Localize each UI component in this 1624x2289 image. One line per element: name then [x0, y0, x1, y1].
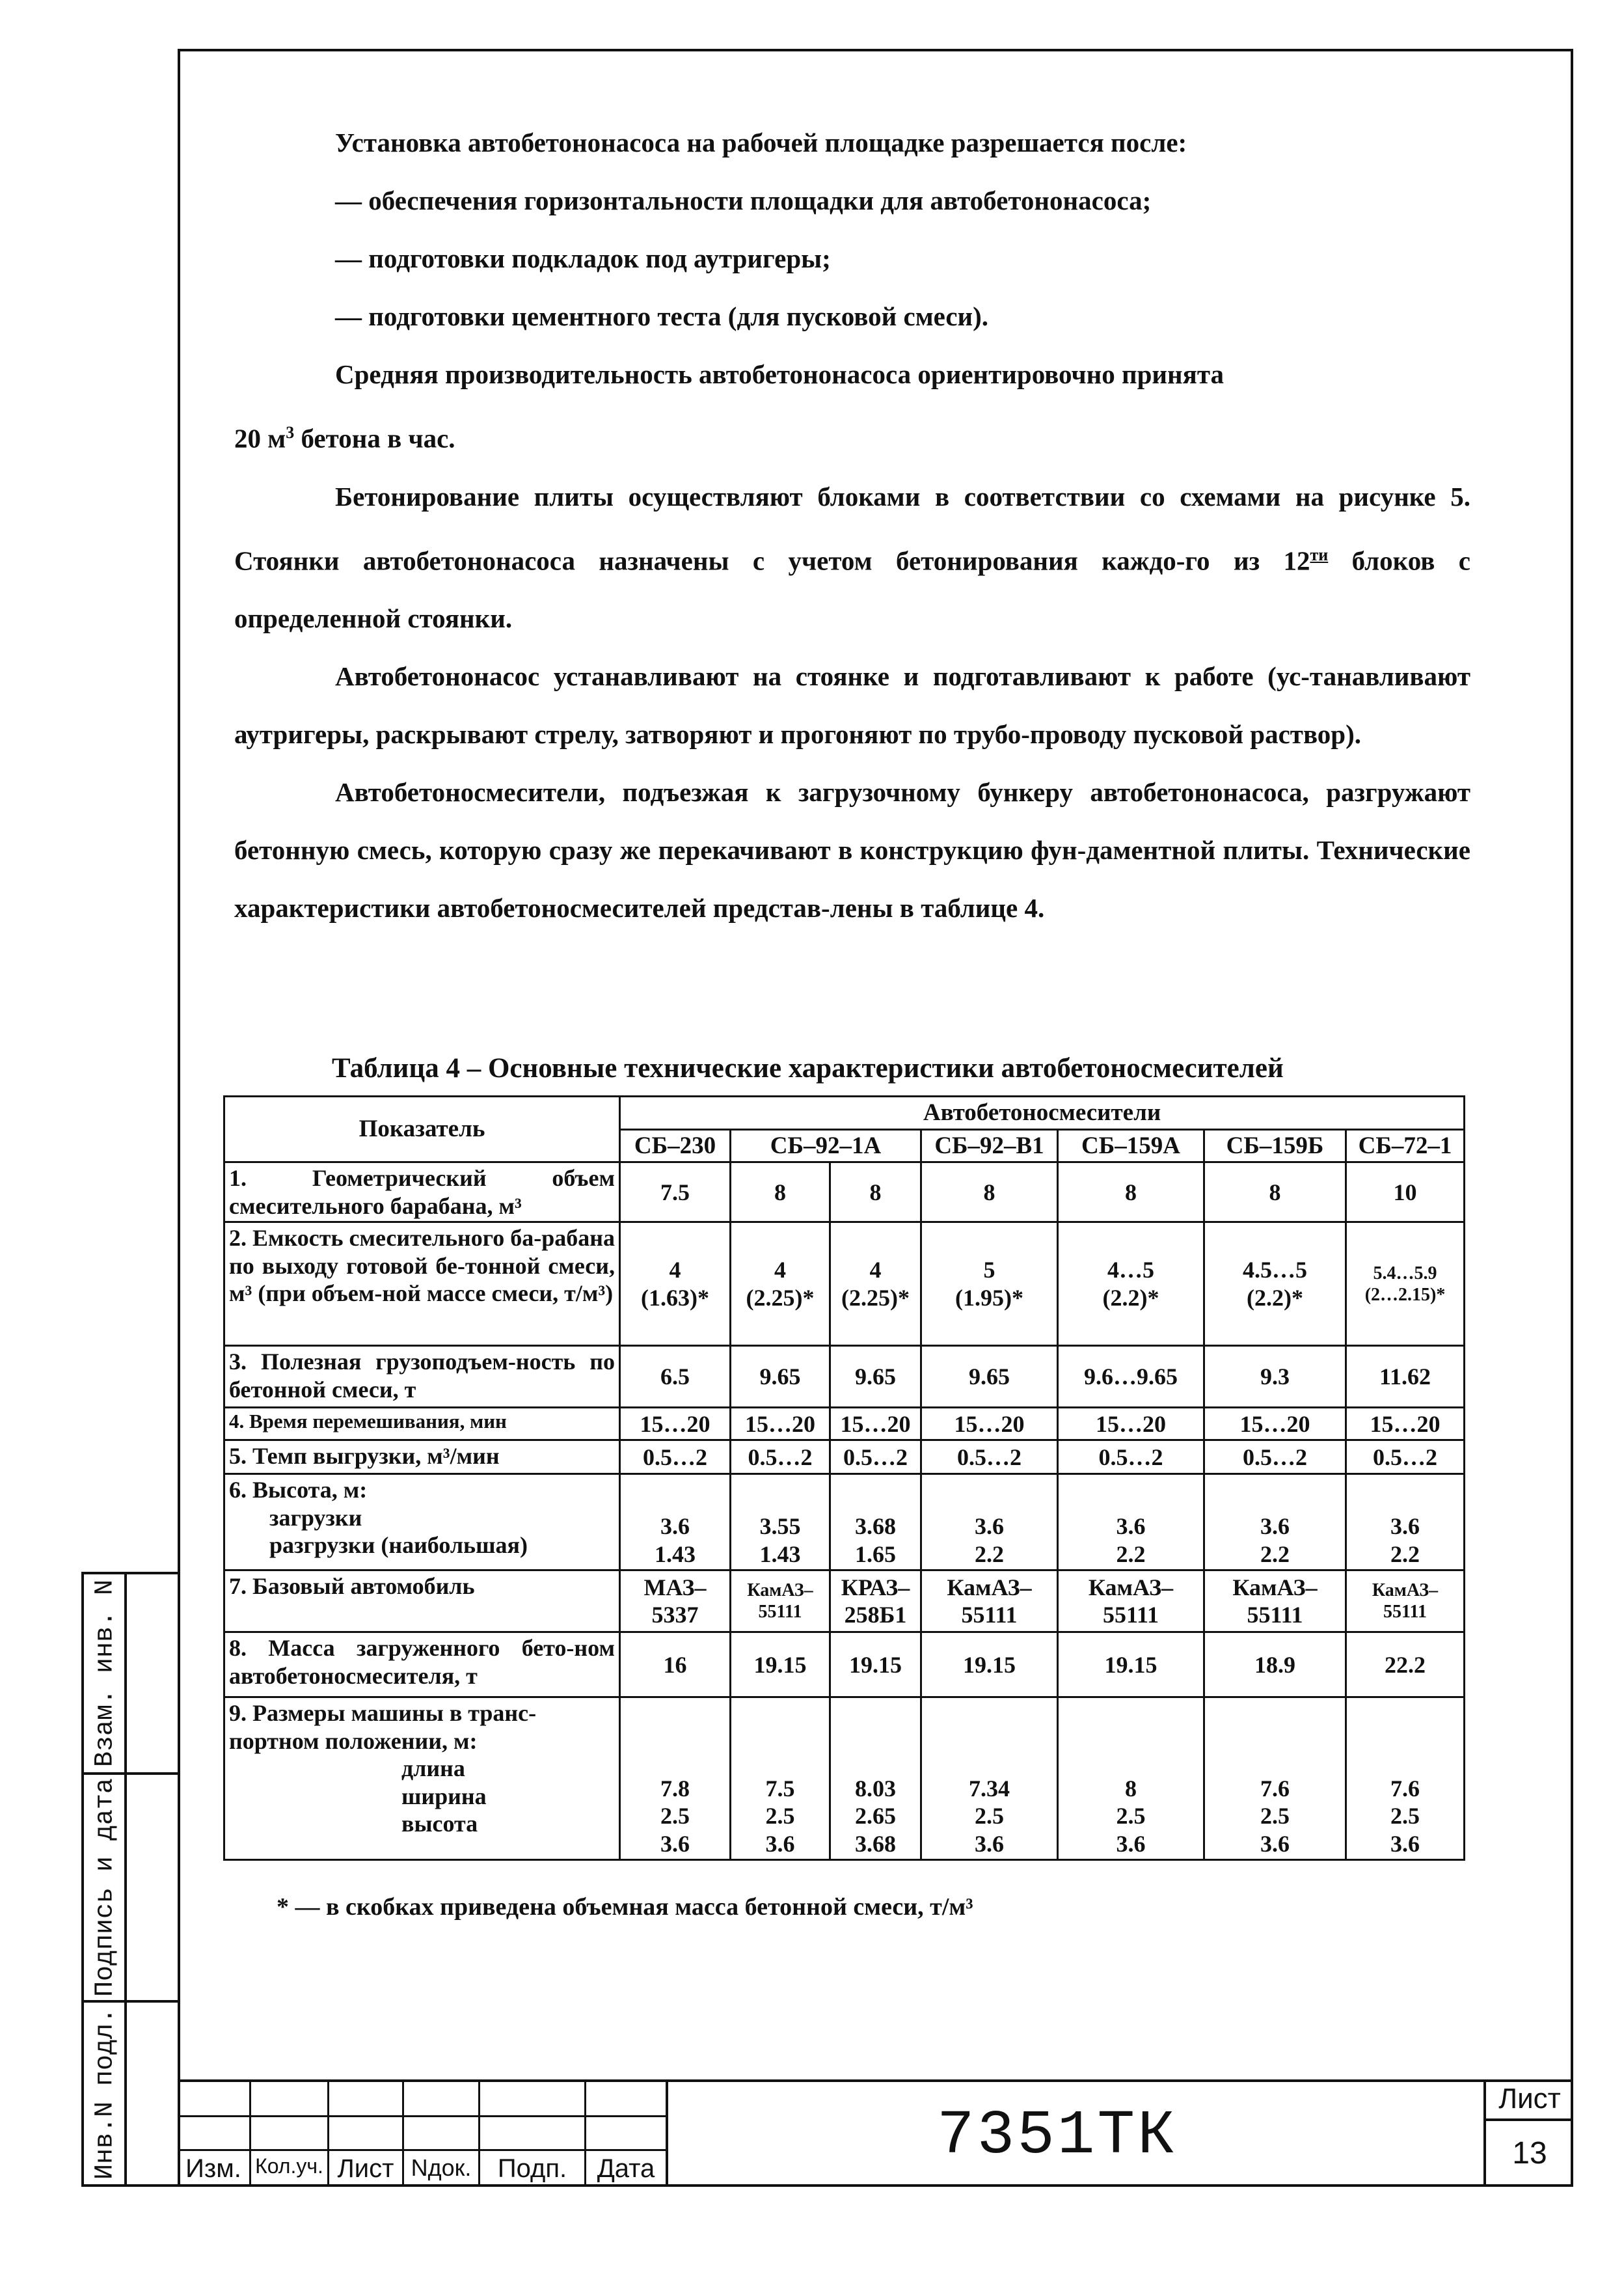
- cell: 19.15: [1058, 1632, 1204, 1697]
- row-label: 8. Масса загруженного бето-ном автобетоносмесителя, т: [224, 1632, 620, 1697]
- table-row: [224, 1570, 1465, 1632]
- body-text: [234, 114, 1470, 937]
- cell: КамАЗ– 55111: [1346, 1570, 1465, 1632]
- cell: 7.6 2.5 3.6: [1346, 1697, 1465, 1860]
- row-label: 2. Емкость смесительного ба-рабана по выходу готовой бе-тонной смеси, м³ (при объем-ной массе смеси, т/м³): [224, 1222, 620, 1346]
- cell: 6.5: [620, 1346, 731, 1408]
- model-header: СБ–72–1: [1346, 1129, 1465, 1162]
- cell: 9.65: [830, 1346, 921, 1408]
- table-caption: Таблица 4 – Основные технические характеристики автобетоносмесителей: [332, 1053, 1284, 1084]
- row-label: 4. Время перемешивания, мин: [224, 1408, 620, 1440]
- header-param: Показатель: [224, 1097, 620, 1162]
- table-row: [224, 1162, 1465, 1222]
- cell: 0.5…2: [731, 1440, 830, 1474]
- document-code: 7351ТК: [937, 2100, 1178, 2171]
- cell: 10: [1346, 1162, 1465, 1222]
- title-block-divider: [666, 2079, 668, 2187]
- cell: 19.15: [921, 1632, 1058, 1697]
- title-block-border: [178, 2079, 1573, 2082]
- table-row: [224, 1222, 1465, 1346]
- list-item: — подготовки цементного теста (для пусковой смеси).: [335, 301, 989, 331]
- cell: 3.6 2.2: [1346, 1474, 1465, 1570]
- cell: 3.6 1.43: [620, 1474, 731, 1570]
- table-footnote: * — в скобках приведена объемная масса бетонной смеси, т/м³: [277, 1893, 973, 1921]
- list-item: — обеспечения горизонтальности площадки для автобетононасоса;: [335, 185, 1152, 215]
- cell: 5.4…5.9 (2…2.15)*: [1346, 1222, 1465, 1346]
- cell: 15…20: [921, 1408, 1058, 1440]
- tb-label-kol: Кол.уч.: [255, 2154, 323, 2178]
- sheet-number-box: [1483, 2079, 1573, 2187]
- cell: 19.15: [830, 1632, 921, 1697]
- cell: КамАЗ– 55111: [731, 1570, 830, 1632]
- stamp-label: Подпись и дата: [90, 1777, 120, 1997]
- cell: 3.68 1.65: [830, 1474, 921, 1570]
- cell: 7.5 2.5 3.6: [731, 1697, 830, 1860]
- cell: 15…20: [731, 1408, 830, 1440]
- cell: 7.5: [620, 1162, 731, 1222]
- cell: 9.3: [1204, 1346, 1346, 1408]
- cell: 18.9: [1204, 1632, 1346, 1697]
- cell: 15…20: [620, 1408, 731, 1440]
- model-header: СБ–230: [620, 1129, 731, 1162]
- cell: КамАЗ– 55111: [1204, 1570, 1346, 1632]
- table-row: [224, 1346, 1465, 1408]
- cell: 8: [1058, 1162, 1204, 1222]
- side-stamp: [81, 1572, 178, 2187]
- cell: 22.2: [1346, 1632, 1465, 1697]
- paragraph: 20 $м^3$ бетона в час.: [234, 423, 455, 454]
- table-row: [224, 1697, 1465, 1860]
- cell: 8 2.5 3.6: [1058, 1697, 1204, 1860]
- cell: 11.62: [1346, 1346, 1465, 1408]
- tb-label-list: Лист: [337, 2154, 394, 2183]
- cell: 4.5…5 (2.2)*: [1204, 1222, 1346, 1346]
- cell: 8: [731, 1162, 830, 1222]
- paragraph: Автобетоносмесители, подъезжая к загрузочному бункеру автобетононасоса, разгружают бетонную смесь, которую сразу же перекачивают в конструкцию фун-даментной плиты. Технические характеристики автобетоносмесителей представ-лены в таблице 4.: [234, 777, 1470, 924]
- cell: 4 (2.25)*: [731, 1222, 830, 1346]
- row-label: 9. Размеры машины в транс-портном положении, м: длина ширина высота: [224, 1697, 620, 1860]
- list-item: — подготовки подкладок под аутригеры;: [335, 243, 831, 273]
- cell: 16: [620, 1632, 731, 1697]
- cell: 4…5 (2.2)*: [1058, 1222, 1204, 1346]
- cell: 4 (1.63)*: [620, 1222, 731, 1346]
- cell: КРАЗ– 258Б1: [830, 1570, 921, 1632]
- paragraph: Автобетононасос устанавливают на стоянке и подготавливают к работе (ус-танавливают аутригеры, раскрывают стрелу, затворяют и прогоняют по трубо-проводу пусковой раствор).: [234, 661, 1470, 750]
- model-header: СБ–92–В1: [921, 1129, 1058, 1162]
- cell: 15…20: [830, 1408, 921, 1440]
- cell: 0.5…2: [1058, 1440, 1204, 1474]
- stamp-replacement-inv: [81, 1572, 178, 1772]
- cell: 15…20: [1204, 1408, 1346, 1440]
- tb-label-data: Дата: [597, 2154, 655, 2183]
- spec-table: [223, 1095, 1465, 1861]
- cell: 7.8 2.5 3.6: [620, 1697, 731, 1860]
- model-header: СБ–159Б: [1204, 1129, 1346, 1162]
- cell: 8: [921, 1162, 1058, 1222]
- cell: 5 (1.95)*: [921, 1222, 1058, 1346]
- cell: 8.03 2.65 3.68: [830, 1697, 921, 1860]
- cell: КамАЗ– 55111: [1058, 1570, 1204, 1632]
- cell: 3.55 1.43: [731, 1474, 830, 1570]
- cell: 7.6 2.5 3.6: [1204, 1697, 1346, 1860]
- cell: 9.6…9.65: [1058, 1346, 1204, 1408]
- cell: 8: [830, 1162, 921, 1222]
- stamp-signature-date: [81, 1772, 178, 2000]
- row-label: 7. Базовый автомобиль: [224, 1570, 620, 1632]
- cell: 0.5…2: [1346, 1440, 1465, 1474]
- row-label: 1. Геометрический объем смесительного барабана, м³: [224, 1162, 620, 1222]
- row-label: 5. Темп выгрузки, м³/мин: [224, 1440, 620, 1474]
- cell: 9.65: [731, 1346, 830, 1408]
- paragraph: Бетонирование плиты осуществляют блоками в соответствии со схемами на рисунке 5. Стоянки автобетононасоса назначены с учетом бетонирования каждо-го из $12^{ти}$ блоков с определенной стоянки.: [234, 481, 1470, 634]
- row-label: 6. Высота, м: загрузки разгрузки (наибольшая): [224, 1474, 620, 1570]
- tb-label-izm: Изм.: [185, 2154, 241, 2183]
- table-row: [224, 1632, 1465, 1697]
- header-group: Автобетоносмесители: [620, 1097, 1465, 1130]
- cell: 3.6 2.2: [921, 1474, 1058, 1570]
- sheet-label: Лист: [1486, 2079, 1573, 2121]
- tb-label-podp: Подп.: [497, 2154, 567, 2183]
- cell: КамАЗ– 55111: [921, 1570, 1058, 1632]
- model-header: СБ–159А: [1058, 1129, 1204, 1162]
- stamp-original-inv: [81, 2000, 178, 2187]
- cell: 3.6 2.2: [1204, 1474, 1346, 1570]
- cell: 0.5…2: [620, 1440, 731, 1474]
- cell: 19.15: [731, 1632, 830, 1697]
- model-header: СБ–92–1А: [731, 1129, 921, 1162]
- tb-label-ndok: Nдок.: [411, 2154, 472, 2181]
- stamp-label: Взам. инв. N: [90, 1579, 120, 1768]
- cell: 7.34 2.5 3.6: [921, 1697, 1058, 1860]
- cell: 8: [1204, 1162, 1346, 1222]
- cell: 4 (2.25)*: [830, 1222, 921, 1346]
- cell: 3.6 2.2: [1058, 1474, 1204, 1570]
- stamp-label: Инв.N подл.: [90, 2007, 120, 2180]
- cell: 15…20: [1346, 1408, 1465, 1440]
- row-label: 3. Полезная грузоподъем-ность по бетонной смеси, т: [224, 1346, 620, 1408]
- cell: МАЗ– 5337: [620, 1570, 731, 1632]
- cell: 0.5…2: [921, 1440, 1058, 1474]
- paragraph: Средняя производительность автобетононасоса ориентировочно принята: [335, 359, 1224, 389]
- cell: 0.5…2: [830, 1440, 921, 1474]
- table-row: [224, 1440, 1465, 1474]
- table-row: [224, 1408, 1465, 1440]
- cell: 15…20: [1058, 1408, 1204, 1440]
- table-row: [224, 1474, 1465, 1570]
- cell: 9.65: [921, 1346, 1058, 1408]
- cell: 0.5…2: [1204, 1440, 1346, 1474]
- paragraph: Установка автобетононасоса на рабочей площадке разрешается после:: [335, 128, 1187, 158]
- sheet-number: 13: [1512, 2136, 1547, 2171]
